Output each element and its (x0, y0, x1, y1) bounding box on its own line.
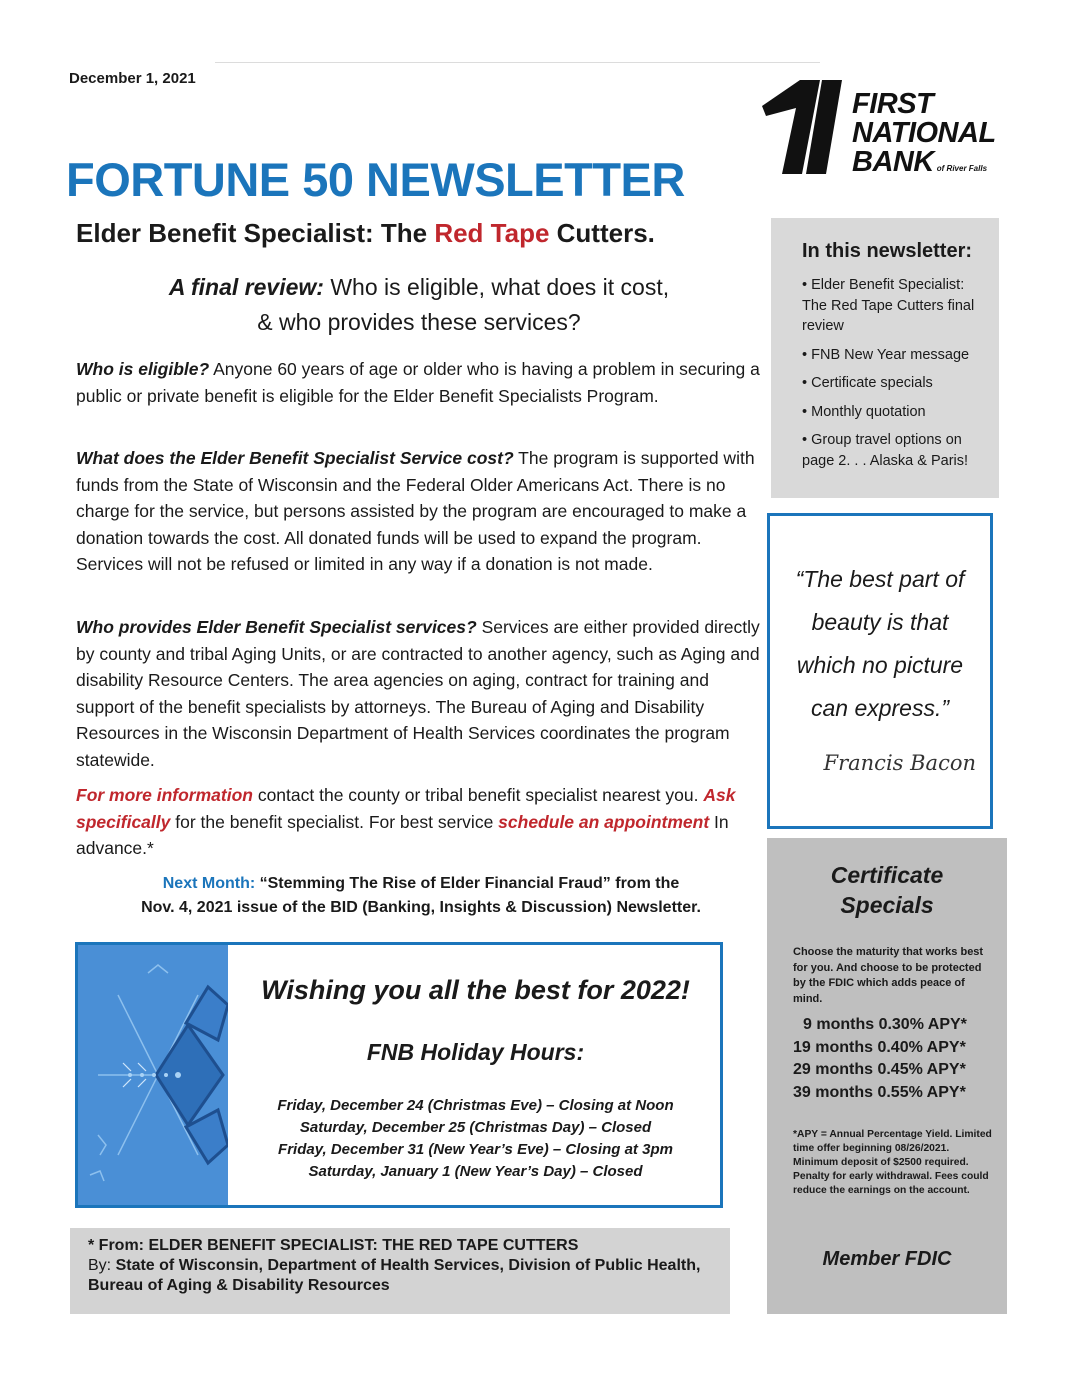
holiday-box (75, 942, 723, 1208)
paragraph-eligible: Who is eligible? Anyone 60 years of age or older who is having a problem in securing a public or private benefit is eligible for the Elder Benefit Specialists Program. (76, 359, 760, 406)
toc-item: • Certificate specials (802, 375, 933, 391)
issue-date: December 1, 2021 (69, 70, 196, 87)
table-of-contents (771, 218, 999, 498)
rate-row: 19 months 0.40% APY* (793, 1038, 966, 1056)
toc-item: • Elder Benefit Specialist: The Red Tape Cutters final review (802, 277, 975, 334)
toc-item: • Group travel options on page 2. . . Alaska & Paris! (802, 432, 969, 469)
quote-text: “The best part of beauty is that which no picture can express.” (795, 566, 965, 721)
rate-row: 39 months 0.55% APY* (793, 1083, 966, 1101)
next-month-teaser: Next Month: “Stemming The Rise of Elder Financial Fraud” from the Nov. 4, 2021 issue of the BID (Banking, Insights & Discussion) Newsletter. (141, 875, 701, 916)
newsletter-title: FORTUNE 50 NEWSLETTER (66, 153, 685, 206)
monthly-quotation (767, 513, 993, 829)
member-fdic: Member FDIC (822, 1248, 952, 1270)
snowflake-image (78, 945, 228, 1205)
bank-logo (760, 78, 1020, 178)
paragraph-cost: What does the Elder Benefit Specialist Service cost? The program is supported with funds from the State of Wisconsin and the Federal Older Americans Act. There is no charge for the service, but persons assisted by the program are encouraged to make a donation towards the cost. All donated funds will be used to expand the program. Services will not be refused or limited in any way if a donation is not made. (76, 448, 755, 574)
rate-row: 29 months 0.45% APY* (793, 1061, 966, 1078)
article-subhead: A final review: Who is eligible, what does it cost, & who provides these services? (168, 274, 670, 335)
paragraph-more-info: For more information contact the county or tribal benefit specialist nearest you. Ask specifically for the benefit specialist. For best service schedule an appointment In advance.* (76, 785, 736, 858)
quote-author: Francis Bacon (823, 751, 976, 775)
toc-item: • FNB New Year message (802, 346, 970, 363)
holiday-hours-item: Friday, December 31 (New Year’s Eve) – Closing at 3pm (278, 1141, 673, 1158)
bank-logo-text: FIRST NATIONAL BANK of River Falls (852, 88, 996, 178)
certificate-intro: Choose the maturity that works best for you. And choose to be protected by the FDIC which adds peace of mind. (793, 946, 984, 1005)
holiday-hours-item: Friday, December 24 (Christmas Eve) – Closing at Noon (277, 1097, 674, 1114)
certificate-title: Certificate Specials (830, 862, 944, 918)
article-headline: Elder Benefit Specialist: The Red Tape Cutters. (76, 218, 655, 248)
toc-title: In this newsletter: (802, 240, 973, 262)
bank-logo-subtitle: of River Falls (936, 164, 988, 173)
certificate-disclaimer: *APY = Annual Percentage Yield. Limited time offer beginning 08/26/2021. Minimum deposit of $2500 required. Penalty for early withdrawal. Fees could reduce the earnings on the account. (793, 1129, 992, 1196)
certificate-rates (793, 1014, 1003, 1104)
rate-row: 9 months 0.30% APY* (803, 1016, 967, 1033)
holiday-hours-list (228, 1095, 723, 1183)
holiday-hours-item: Saturday, January 1 (New Year’s Day) – Closed (308, 1163, 643, 1180)
top-rule (215, 62, 820, 63)
holiday-hours-item: Saturday, December 25 (Christmas Day) – Closed (299, 1119, 652, 1136)
holiday-hours-title: FNB Holiday Hours: (366, 1039, 585, 1065)
source-footnote: * From: ELDER BENEFIT SPECIALIST: THE RED TAPE CUTTERS By: State of Wisconsin, Department of Health Services, Division of Public Health, Bureau of Aging & Disability Resources (70, 1228, 730, 1314)
certificate-specials-panel (767, 838, 1007, 1314)
new-year-wish: Wishing you all the best for 2022! (261, 975, 690, 1005)
paragraph-provides: Who provides Elder Benefit Specialist services? Services are either provided directly by county and tribal Aging Units, or are contracted to another agency, such as Aging and disability Resource Centers. The area agencies on aging, contract for training and support of the benefit specialists by attorneys. The Bureau of Aging and Disability Resources in the Wisconsin Department of Health Services coordinates the program statewide. (76, 617, 760, 770)
toc-item: • Monthly quotation (802, 403, 926, 420)
bank-logo-mark (760, 78, 855, 178)
